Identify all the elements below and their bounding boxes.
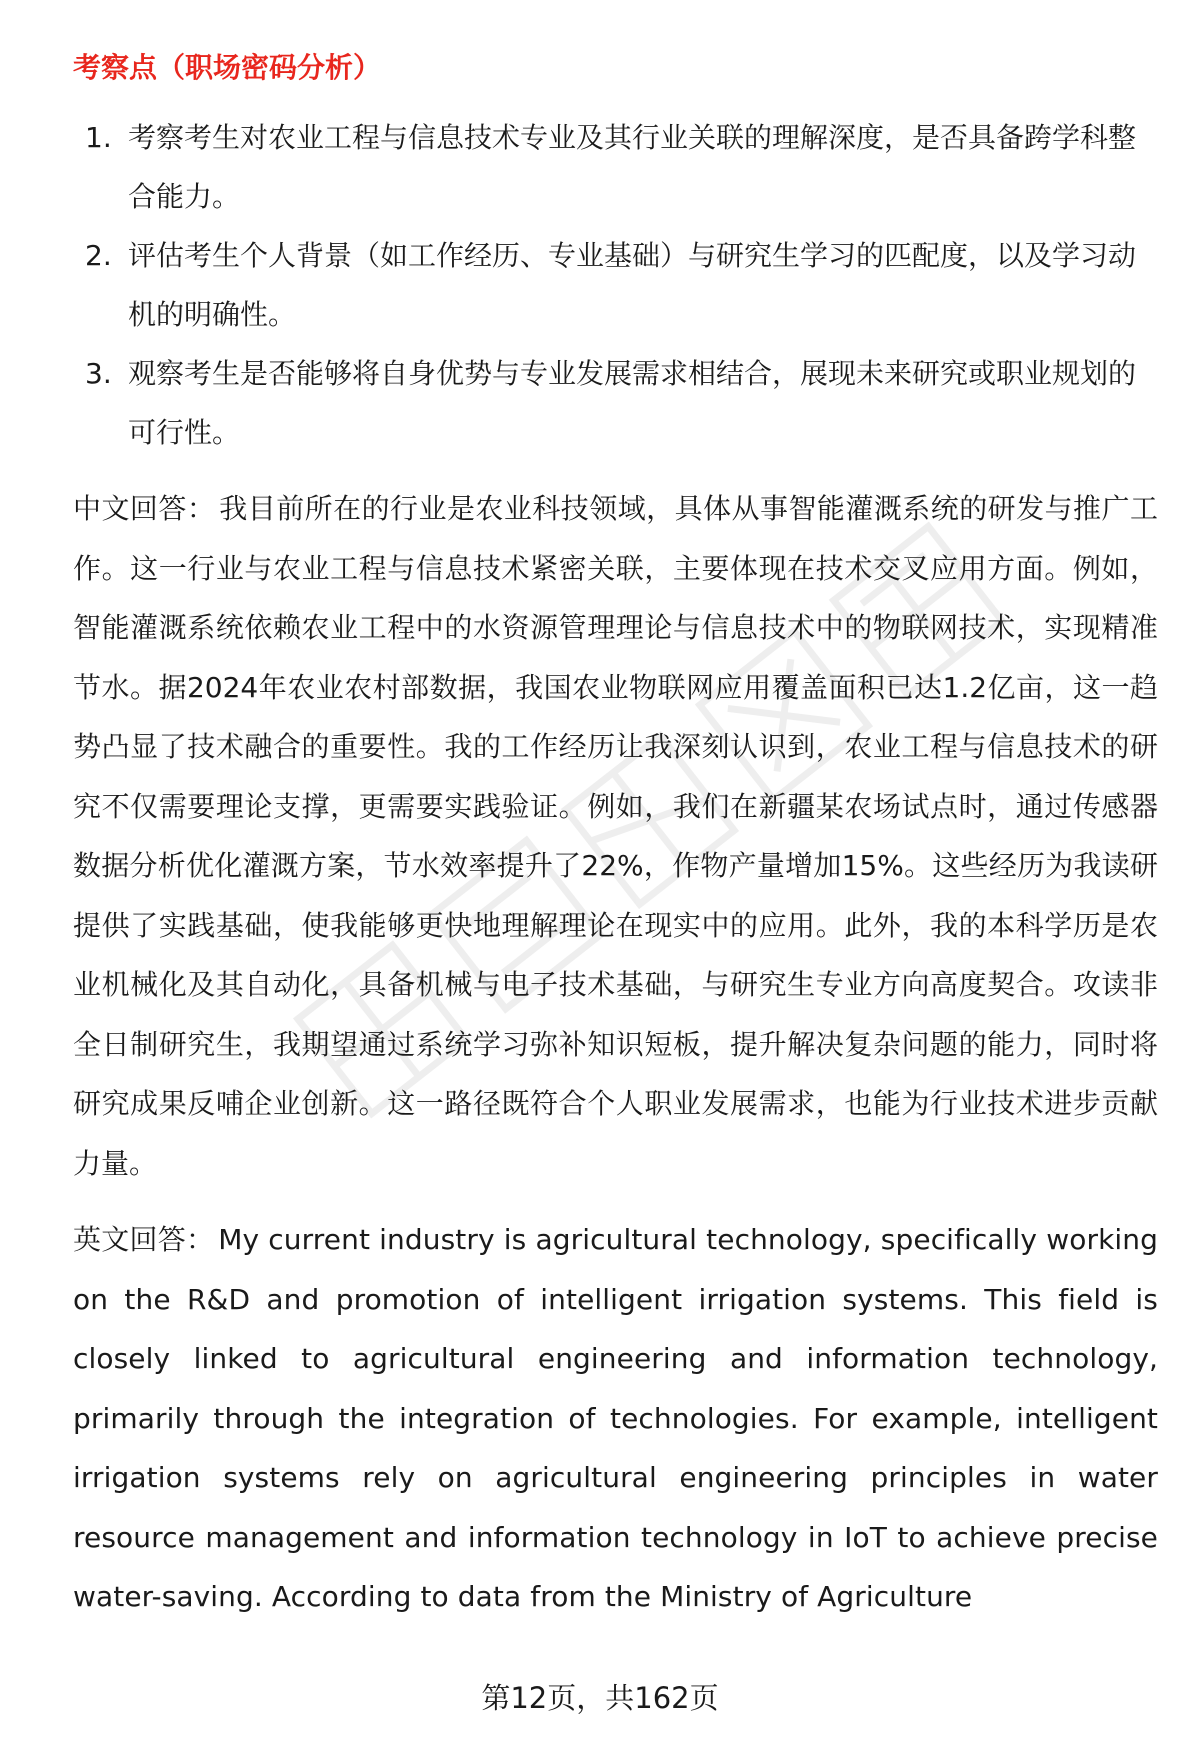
list-item-text: 评估考生个人背景（如工作经历、专业基础）与研究生学习的匹配度，以及学习动机的明确性。 — [128, 239, 1137, 331]
list-item-number: 3. — [85, 357, 112, 390]
list-item — [73, 108, 1158, 226]
document-page — [73, 48, 1158, 1627]
list-item-number: 2. — [85, 239, 112, 272]
section-title: 考察点（职场密码分析） — [73, 51, 382, 84]
list-item — [73, 226, 1158, 344]
chinese-answer — [73, 479, 1158, 1193]
chinese-answer-text: 我目前所在的行业是农业科技领域，具体从事智能灌溉系统的研发与推广工作。这一行业与农业工程与信息技术紧密关联，主要体现在技术交叉应用方面。例如，智能灌溉系统依赖农业工程中的水资源管理理论与信息技术中的物联网技术，实现精准节水。据2024年农业农村部数据，我国农业物联网应用覆盖面积已达1.2亿亩，这一趋势凸显了技术融合的重要性。我的工作经历让我深刻认识到，农业工程与信息技术的研究不仅需要理论支撑，更需要实践验证。例如，我们在新疆某农场试点时，通过传感器数据分析优化灌溉方案，节水效率提升了22%，作物产量增加15%。这些经历为我读研提供了实践基础，使我能够更快地理解理论在现实中的应用。此外，我的本科学历是农业机械化及其自动化，具备机械与电子技术基础，与研究生专业方向高度契合。攻读非全日制研究生，我期望通过系统学习弥补知识短板，提升解决复杂问题的能力，同时将研究成果反哺企业创新。这一路径既符合个人职业发展需求，也能为行业技术进步贡献力量。 — [73, 492, 1158, 1180]
english-answer — [73, 1210, 1158, 1627]
list-item-text: 考察考生对农业工程与信息技术专业及其行业关联的理解深度，是否具备跨学科整合能力。 — [128, 121, 1137, 213]
chinese-answer-label: 中文回答： — [73, 492, 216, 525]
english-answer-label: 英文回答： — [73, 1223, 215, 1256]
english-answer-text: My current industry is agricultural technology, specifically working on the R&D and promotion of intelligent irrigation systems. This field is closely linked to agricultural engineering and information technology, primarily through the integration of technologies. For example, intelligent irrigation systems rely on agricultural engineering principles in water resource management and information technology in IoT to achieve precise water-saving. According to data from the Ministry of Agriculture — [73, 1223, 1158, 1613]
assessment-points-list — [73, 108, 1158, 462]
page-number: 第12页，共162页 — [481, 1681, 719, 1715]
list-item-number: 1. — [85, 121, 112, 154]
list-item — [73, 344, 1158, 462]
list-item-text: 观察考生是否能够将自身优势与专业发展需求相结合，展现未来研究或职业规划的可行性。 — [128, 357, 1137, 449]
